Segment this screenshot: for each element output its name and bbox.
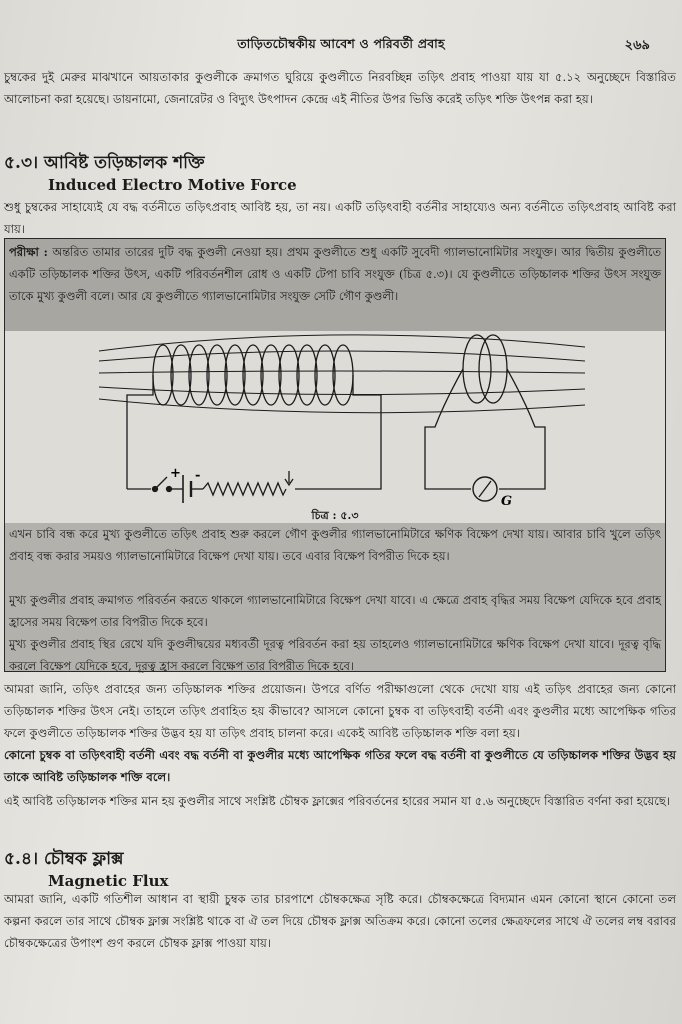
section-5-4-paragraph: আমরা জানি, একটি গতিশীল আধান বা স্থায়ী চুম্বক তার চারপাশে চৌম্বকক্ষেত্র সৃষ্টি করে। চৌম্বকক্ষেত্রে বিদ্যমান এমন কোনো স্থানে কোনো তল কল্পনা করলে তার সাথে চৌম্বক ফ্লাক্স সংশ্লিষ্ট থাকে বা ঐ তল দিয়ে চৌম্বক ফ্লাক্স অতিক্রম করে। কোনো তলের ক্ষেত্রফলের সাথে ঐ তলের লম্ব বরাবর চৌম্বকক্ষেত্রের উপাংশ গুণ করলে চৌম্বক ফ্লাক্স পাওয়া যায়। [4,892,676,950]
section-title-en: Induced Electro Motive Force [48,176,297,194]
experiment-paragraph-3: মুখ্য কুণ্ডলীর প্রবাহ স্থির রেখে যদি কুণ্ডলীদ্বয়ের মধ্যবর্তী দূরত্ব পরিবর্তন করা হয় তাহলেও গ্যালভানোমিটারে ক্ষণিক বিক্ষেপ দেখা যাবে। দূরত্ব বৃদ্ধি করলে বিক্ষেপ যেদিকে হবে, দূরত্ব হ্রাস করলে বিক্ষেপ তার বিপরীত দিকে হবে। [9,637,661,673]
battery-minus: - [195,468,201,483]
rheostat [203,483,286,495]
experiment-intro [9,241,661,307]
battery-plus: + [170,466,181,481]
section-5-4-heading [4,846,124,874]
page-number: ২৬৯ [624,38,650,53]
experiment-paragraph-1: এখন চাবি বন্ধ করে মুখ্য কুণ্ডলীতে তড়িৎ প্রবাহ শুরু করলে গৌণ কুণ্ডলীর গ্যালভানোমিটারে ক্ষণিক বিক্ষেপ দেখা যায়। আবার চাবি খুলে তড়িৎ প্রবাহ বন্ধ করার সময়ও গ্যালভানোমিটারে বিক্ষেপ দেখা যায়। তবে এবার বিক্ষেপ বিপরীত দিকে হয়। [9,527,661,563]
field-line [99,335,585,351]
running-title: তাড়িতচৌম্বকীয় আবেশ ও পরিবর্তী প্রবাহ [237,36,445,51]
field-line [99,399,585,413]
experiment-box [4,238,666,672]
section-number: ৫.৪। [4,849,39,869]
magnitude-paragraph: এই আবিষ্ট তড়িচ্চালক শক্তির মান হয় কুণ্ডলীর সাথে সংশ্লিষ্ট চৌম্বক ফ্লাক্সের পরিবর্তনের হারের সমান যা ৫.৬ অনুচ্ছেদে বিস্তারিত বর্ণনা করা হয়েছে। [4,794,671,808]
definition-paragraph: কোনো চুম্বক বা তড়িৎবাহী বর্তনী এবং বদ্ধ বর্তনী বা কুণ্ডলীর মধ্যে আপেক্ষিক গতির ফলে বদ্ধ বর্তনী বা কুণ্ডলীতে যে তড়িচ্চালক শক্তির উদ্ভব হয় তাকে আবিষ্ট তড়িচ্চালক শক্তি বলে। [4,748,676,784]
intro-paragraph: চুম্বকের দুই মেরুর মাঝখানে আয়তাকার কুণ্ডলীকে ক্রমাগত ঘুরিয়ে কুণ্ডলীতে নিরবচ্ছিন্ন তড়িৎ প্রবাহ পাওয়া যায় যা ৫.১২ অনুচ্ছেদে বিস্তারিত আলোচনা করা হয়েছে। ডায়নামো, জেনারেটর ও বিদ্যুৎ উৎপাদন কেন্দ্রে এই নীতির উপর ভিত্তি করেই তড়িৎ শক্তি উৎপন্ন করা হয়। [4,70,676,106]
section-number: ৫.৩। [4,153,39,173]
section-title-en: Magnetic Flux [48,872,169,890]
galvanometer-needle [479,481,491,497]
experiment-intro-text: অন্তরিত তামার তারের দুটি বদ্ধ কুণ্ডলী নেওয়া হয়। প্রথম কুণ্ডলীতে শুধু একটি সুবেদী গ্যালভানোমিটার সংযুক্ত। আর দ্বিতীয় কুণ্ডলীতে একটি তড়িচ্চালক শক্তির উৎস, একটি পরিবর্তনশীল রোধ ও একটি টেপা চাবি সংযুক্ত (চিত্র ৫.৩)। যে কুণ্ডলীতে তড়িচ্চালক শক্তির উৎস সংযুক্ত তাকে মুখ্য কুণ্ডলী বলে। আর যে কুণ্ডলীতে গ্যালভানোমিটার সংযুক্ত সেটি গৌণ কুণ্ডলী। [9,245,661,303]
primary-circuit [127,471,295,503]
section-title-bn: চৌম্বক ফ্লাক্স [43,849,124,869]
key-lever [155,477,167,489]
galvanometer-label: G [501,494,513,509]
figure-area [5,331,665,523]
coil-circuit-diagram [5,331,665,523]
section-title-bn: আবিষ্ট তড়িচ্চালক শক্তি [44,153,205,173]
section-5-3-paragraph: শুধু চুম্বকের সাহায্যেই যে বদ্ধ বর্তনীতে তড়িৎপ্রবাহ আবিষ্ট হয়, তা নয়। একটি তড়িৎবাহী বর্তনীর সাহায্যেও অন্য বর্তনীতে তড়িৎপ্রবাহ আবিষ্ট করা যায়। [4,200,676,236]
primary-coil [127,345,381,489]
field-line [99,371,585,373]
section-5-3-heading [4,150,205,178]
experiment-paragraph-2: মুখ্য কুণ্ডলীর প্রবাহ ক্রমাগত পরিবর্তন করতে থাকলে গ্যালভানোমিটারে বিক্ষেপ দেখা যাবে। এ ক্ষেত্রে প্রবাহ বৃদ্ধির সময় বিক্ষেপ যেদিকে হবে প্রবাহ হ্রাসের সময় বিক্ষেপ তার বিপরীত দিকে হবে। [9,593,661,629]
experiment-label: পরীক্ষা : [9,245,48,259]
figure-caption: চিত্র : ৫.৩ [311,509,359,522]
after-box-paragraph: আমরা জানি, তড়িৎ প্রবাহের জন্য তড়িচ্চালক শক্তির প্রয়োজন। উপরে বর্ণিত পরীক্ষাগুলো থেকে দেখো যায় এই তড়িৎ প্রবাহের জন্য কোনো তড়িচ্চালক শক্তির উৎস নেই। তাহলে তড়িৎ প্রবাহিত হয় কীভাবে? আসলে কোনো চুম্বক বা তড়িৎবাহী বর্তনী এবং কুণ্ডলীর মধ্যে আপেক্ষিক গতির ফলে কুণ্ডলীতে তড়িচ্চালক শক্তির উদ্ভব হয় যা তড়িৎ প্রবাহ চালনা করে। একেই আবিষ্ট তড়িচ্চালক শক্তি বলা হয়। [4,682,676,740]
